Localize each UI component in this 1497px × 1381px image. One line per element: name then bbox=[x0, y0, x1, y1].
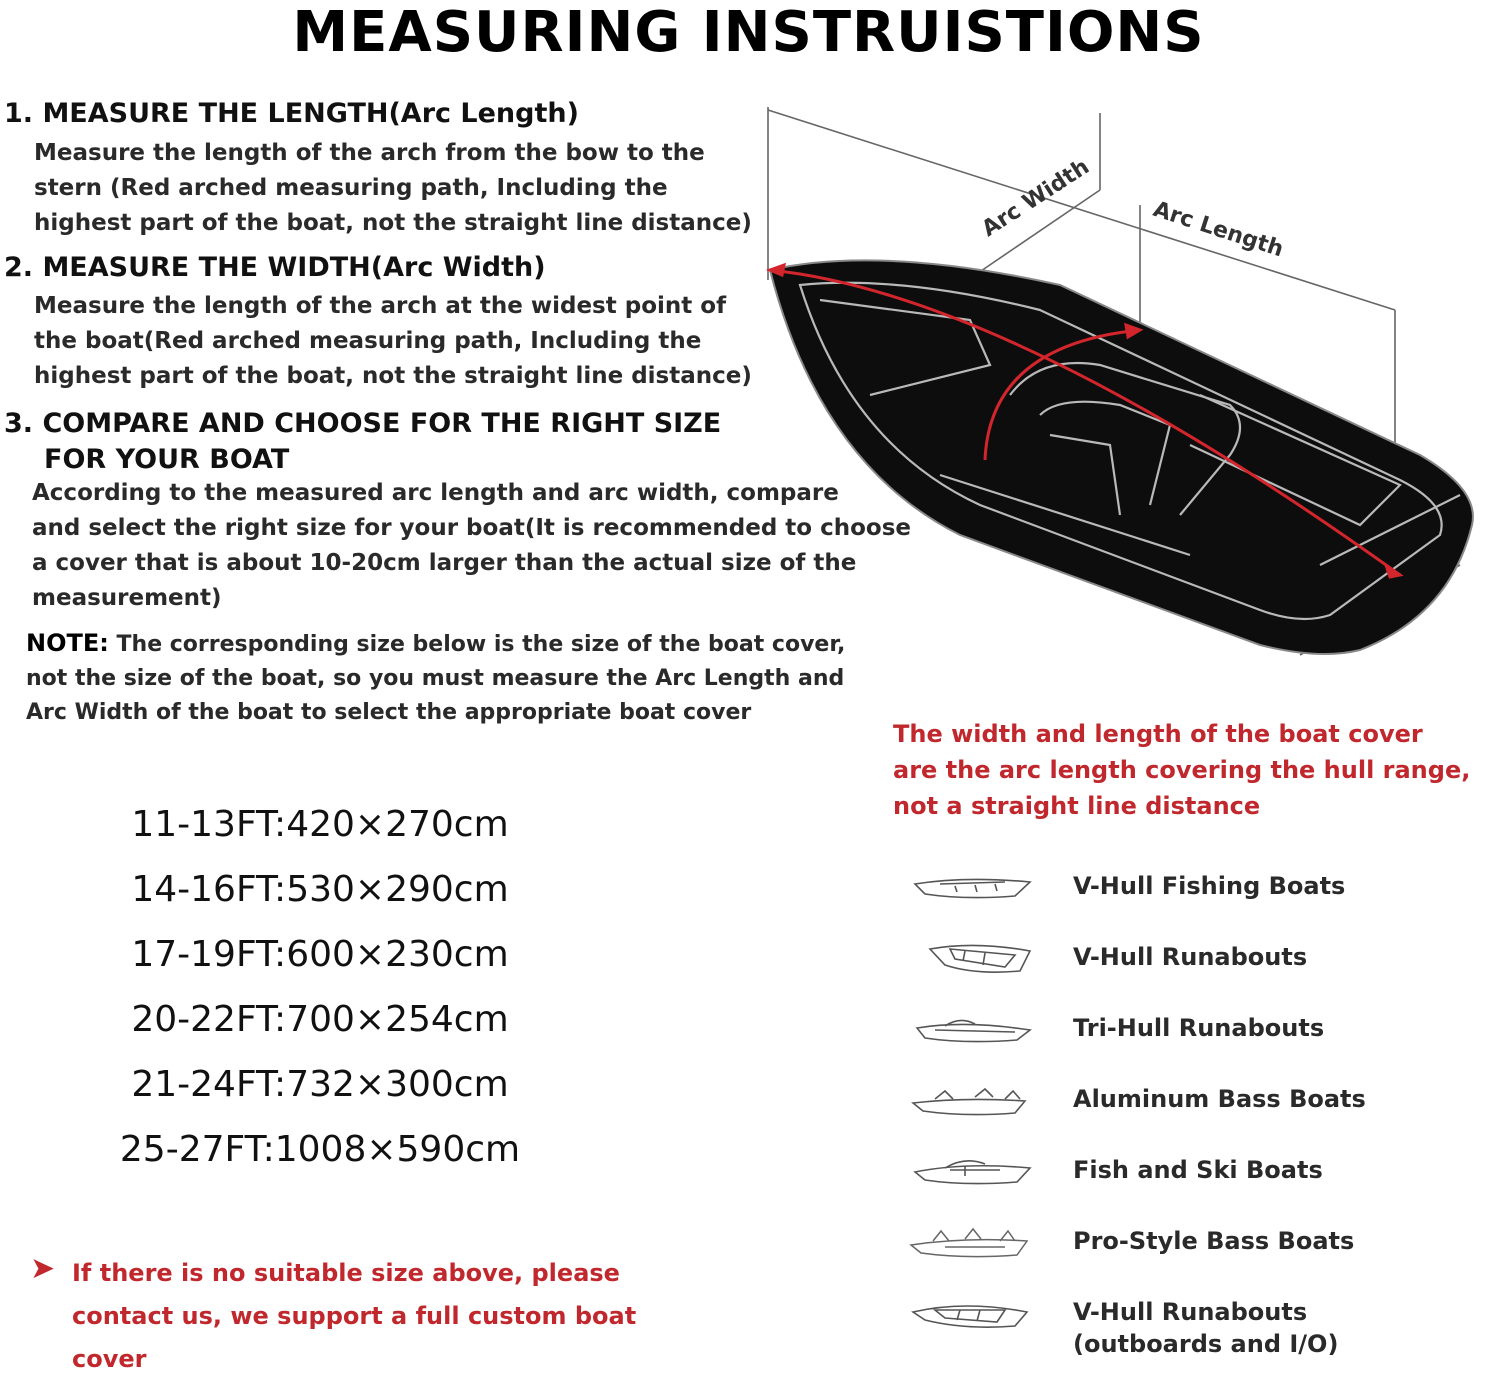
size-item: 11-13FT:420×270cm bbox=[131, 804, 509, 845]
boat-type-label: Pro-Style Bass Boats bbox=[1073, 1227, 1355, 1255]
boat-type-label: Tri-Hull Runabouts bbox=[1073, 1014, 1325, 1042]
boat-type-list bbox=[905, 862, 1495, 1359]
text-line: Arc Width of the boat to select the appropriate boat cover bbox=[26, 700, 752, 725]
text-line: the boat(Red arched measuring path, Including the bbox=[34, 328, 702, 354]
page-title: MEASURING INSTRUISTIONS bbox=[292, 0, 1205, 65]
boat-type-label: V-Hull Runabouts bbox=[1073, 943, 1308, 971]
boat-type-item bbox=[905, 1288, 1495, 1359]
boat-icon bbox=[905, 1006, 1035, 1054]
text-line: Measure the length of the arch at the widest point of bbox=[34, 293, 727, 319]
text-line: not the size of the boat, so you must measure the Arc Length and bbox=[26, 666, 845, 691]
boat-icon bbox=[905, 1290, 1035, 1338]
text-line: According to the measured arc length and arc width, compare bbox=[32, 480, 839, 506]
text-line: not a straight line distance bbox=[893, 792, 1261, 820]
size-item: 25-27FT:1008×590cm bbox=[119, 1129, 521, 1170]
boat-type-item bbox=[905, 862, 1495, 933]
label-line: V-Hull Runabouts bbox=[1073, 1298, 1308, 1326]
size-item: 17-19FT:600×230cm bbox=[131, 934, 509, 975]
arrow-icon: ➤ bbox=[30, 1251, 56, 1286]
boat-icon bbox=[905, 1148, 1035, 1196]
size-item: 21-24FT:732×300cm bbox=[131, 1064, 509, 1105]
boat-type-item bbox=[905, 933, 1495, 1004]
text-line: The corresponding size below is the size of the boat cover, bbox=[108, 632, 846, 657]
text-line: The width and length of the boat cover bbox=[893, 720, 1423, 748]
size-list bbox=[90, 800, 550, 1190]
boat-type-label: Aluminum Bass Boats bbox=[1073, 1085, 1366, 1113]
text-line: and select the right size for your boat(It is recommended to choose bbox=[32, 515, 912, 541]
text-line: are the arc length covering the hull range, bbox=[893, 756, 1471, 784]
step-2-text bbox=[34, 289, 752, 394]
size-item: 14-16FT:530×290cm bbox=[131, 869, 509, 910]
heading-line: FOR YOUR BOAT bbox=[44, 444, 290, 475]
step-1-heading: 1. MEASURE THE LENGTH(Arc Length) bbox=[4, 98, 579, 129]
size-item: 20-22FT:700×254cm bbox=[131, 999, 509, 1040]
boat-type-item bbox=[905, 1075, 1495, 1146]
boat-type-item bbox=[905, 1146, 1495, 1217]
boat-icon bbox=[905, 864, 1035, 912]
arc-length-note bbox=[893, 716, 1470, 824]
text-line: measurement) bbox=[32, 585, 222, 611]
boat-hull bbox=[770, 260, 1473, 654]
text-line: highest part of the boat, not the straight line distance) bbox=[34, 363, 752, 389]
note-label: NOTE: bbox=[26, 629, 109, 657]
boat-type-label: V-Hull Fishing Boats bbox=[1073, 872, 1346, 900]
boat-measurement-diagram bbox=[760, 95, 1497, 695]
note-text bbox=[26, 626, 845, 730]
step-1-text bbox=[34, 136, 752, 241]
boat-icon bbox=[905, 935, 1035, 983]
text-line: cover bbox=[72, 1345, 147, 1373]
boat-type-label: Fish and Ski Boats bbox=[1073, 1156, 1323, 1184]
boat-type-item bbox=[905, 1217, 1495, 1288]
heading-line: 3. COMPARE AND CHOOSE FOR THE RIGHT SIZE bbox=[4, 408, 722, 439]
boat-icon bbox=[905, 1219, 1035, 1267]
arc-length-label: Arc Length bbox=[1150, 196, 1287, 263]
boat-icon bbox=[905, 1077, 1035, 1125]
boat-type-label bbox=[1073, 1296, 1338, 1360]
step-2-heading: 2. MEASURE THE WIDTH(Arc Width) bbox=[4, 252, 546, 283]
text-line: stern (Red arched measuring path, Including the bbox=[34, 175, 668, 201]
custom-size-note bbox=[72, 1252, 636, 1381]
text-line: If there is no suitable size above, please bbox=[72, 1259, 620, 1287]
boat-type-item bbox=[905, 1004, 1495, 1075]
text-line: highest part of the boat, not the straight line distance) bbox=[34, 210, 752, 236]
label-line: (outboards and I/O) bbox=[1073, 1330, 1339, 1358]
step-3-heading bbox=[4, 406, 721, 478]
arc-width-label: Arc Width bbox=[977, 154, 1094, 243]
text-line: contact us, we support a full custom boat bbox=[72, 1302, 637, 1330]
text-line: a cover that is about 10-20cm larger than the actual size of the bbox=[32, 550, 857, 576]
text-line: Measure the length of the arch from the bow to the bbox=[34, 140, 705, 166]
